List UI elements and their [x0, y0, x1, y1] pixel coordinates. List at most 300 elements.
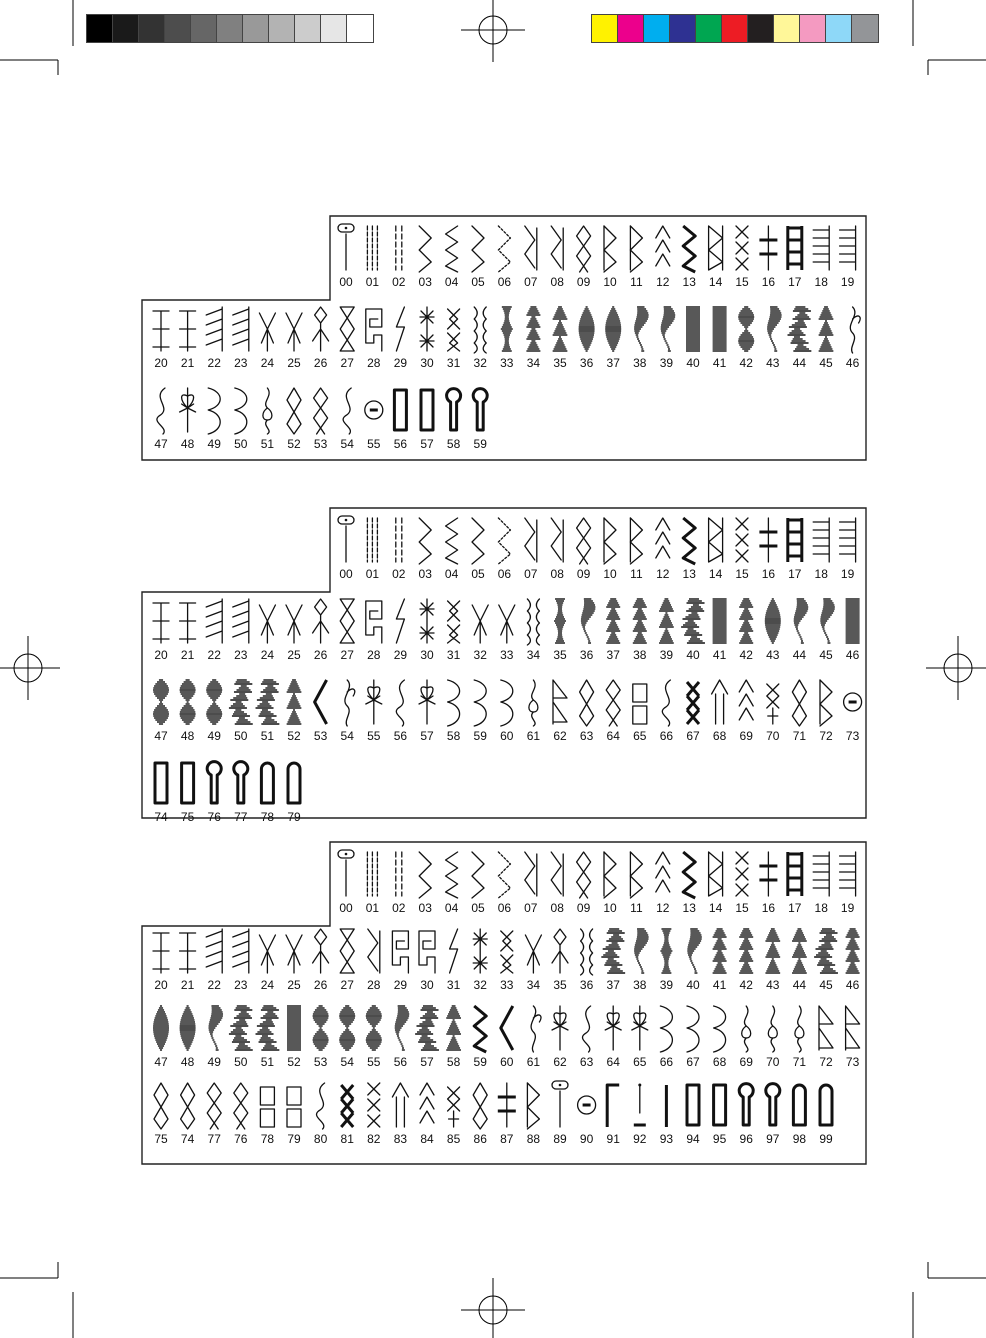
stitch-row [154, 388, 487, 451]
stitch-pattern [314, 1083, 328, 1146]
stitch-number: 15 [735, 901, 749, 915]
circle-minus-icon [578, 1096, 596, 1114]
stitch-pattern [420, 1083, 434, 1146]
stitch-number: 43 [766, 356, 780, 370]
stitch-number: 33 [500, 648, 514, 662]
stitch-pattern [660, 307, 676, 370]
scallop-icon [448, 680, 460, 726]
stitch-number: 36 [579, 978, 594, 992]
stitch-number: 34 [526, 648, 541, 662]
zigzag-open-icon [525, 518, 537, 562]
stitch-number: 35 [553, 648, 567, 662]
satin-block-icon [846, 599, 860, 643]
triangle-icon [846, 1006, 860, 1050]
stitch-number: 46 [845, 648, 860, 662]
stitch-pattern [759, 226, 777, 289]
stitch-pattern [713, 1006, 727, 1069]
stitch-pattern [415, 1006, 439, 1069]
stitch-pattern [759, 852, 777, 915]
stitch-pattern [792, 680, 806, 743]
stitch-number: 17 [788, 901, 802, 915]
stitch-number: 09 [576, 901, 591, 915]
satin-arrow-icon [765, 929, 780, 973]
stitch-pattern [603, 852, 617, 915]
stitch-number: 86 [473, 1132, 487, 1146]
stitch-pattern [366, 226, 380, 289]
stitch-number: 89 [553, 1132, 567, 1146]
scallop-icon [714, 1006, 726, 1052]
cross-bold-icon [687, 682, 699, 724]
stitch-pattern [500, 931, 514, 992]
bar-cross-icon [759, 518, 777, 562]
diamond-column-icon [577, 518, 591, 564]
ladder-icon [788, 226, 802, 270]
wavy-column-icon [527, 599, 539, 645]
satin-zig-icon [814, 929, 838, 973]
stitch-pattern [524, 852, 538, 915]
stitch-number: 72 [819, 729, 833, 743]
stitch-pattern [846, 1006, 860, 1069]
stitch-number: 55 [367, 437, 381, 451]
vine-icon [345, 680, 355, 726]
stitch-number: 04 [444, 567, 459, 581]
stitch-pattern [234, 762, 248, 824]
stitch-number: 60 [500, 729, 514, 743]
bar-cross-icon [759, 852, 777, 896]
zigzag-bar-icon [630, 226, 642, 272]
knot-icon [767, 684, 779, 724]
stitch-pattern [813, 518, 829, 581]
star-column-icon [420, 599, 434, 643]
stitch-pattern [394, 680, 408, 743]
zigzag-icon [419, 518, 431, 564]
e-comb-icon [153, 603, 169, 643]
bh-keyhole-icon [766, 1084, 780, 1125]
stitch-number: 06 [497, 901, 512, 915]
zigzag-dotted-icon [498, 226, 510, 272]
stitch-number: 25 [287, 648, 301, 662]
satin-wave-icon [634, 929, 649, 973]
satin-oval-icon [738, 307, 754, 351]
stitch-pattern [788, 852, 802, 915]
v-branch-icon [259, 935, 275, 973]
stitch-number: 64 [606, 729, 620, 743]
stitch-number: 45 [819, 356, 833, 370]
stitch-number: 40 [686, 356, 700, 370]
stitch-number: 22 [207, 648, 221, 662]
satin-arrow-icon [792, 929, 807, 973]
stitch-number: 54 [340, 729, 354, 743]
stitch-pattern [153, 603, 169, 662]
stitch-number: 47 [154, 437, 168, 451]
wavy-column-icon [581, 929, 593, 975]
stitch-pattern [633, 307, 649, 370]
stitch-row [338, 850, 856, 915]
stitch-number: 41 [712, 356, 727, 370]
stitch-number: 39 [659, 648, 674, 662]
stitch-number: 58 [446, 729, 461, 743]
stitch-number: 63 [579, 1055, 594, 1069]
stitch-pattern [313, 599, 329, 662]
satin-oval-icon [206, 680, 222, 724]
stitch-row [153, 1006, 860, 1069]
stitch-pattern [633, 1084, 647, 1147]
stitch-number: 39 [659, 356, 674, 370]
star-column-icon [473, 929, 487, 973]
stitch-pattern [180, 603, 196, 662]
zigzag-icon [419, 852, 431, 898]
stitch-number: 07 [524, 567, 538, 581]
slant-comb-icon [233, 599, 249, 643]
stitch-pattern [445, 226, 459, 289]
satin-arrow-icon [446, 1006, 461, 1050]
stitch-number: 22 [207, 356, 221, 370]
stitch-number: 77 [207, 1132, 221, 1146]
diamond-column-icon [606, 680, 620, 726]
stitch-pattern [233, 929, 249, 992]
bh-round-icon [288, 763, 300, 803]
stitch-number: 40 [686, 978, 700, 992]
stitch-number: 10 [603, 567, 617, 581]
stitch-pattern [577, 852, 591, 915]
ladder-zigzag-icon [709, 852, 723, 896]
stitch-number: 84 [420, 1132, 434, 1146]
scallop-icon [687, 1006, 699, 1052]
stitch-pattern [759, 518, 777, 581]
stitch-number: 42 [739, 648, 753, 662]
stitch-number: 38 [633, 356, 647, 370]
stitch-number: 26 [313, 356, 328, 370]
box-column-icon [287, 1087, 301, 1127]
stitch-chart-2 [142, 508, 866, 824]
stitch-pattern [709, 226, 723, 289]
stitch-pattern [394, 390, 408, 451]
stitch-number: 04 [444, 901, 459, 915]
stitch-number: 20 [154, 978, 168, 992]
grayscale-swatch [191, 15, 217, 42]
stitch-number: 54 [340, 437, 354, 451]
stitch-number: 88 [526, 1132, 541, 1146]
stitch-pattern [630, 518, 643, 581]
stitch-pattern [553, 680, 567, 743]
stitch-pattern [605, 307, 621, 370]
stitch-pattern [419, 518, 433, 581]
stitch-number: 59 [473, 729, 487, 743]
zigzag-bold-icon [474, 1006, 486, 1052]
stitch-number: 30 [420, 978, 434, 992]
stitch-number: 56 [393, 437, 408, 451]
v-branch-icon [286, 605, 302, 643]
stitch-pattern [840, 852, 856, 915]
flower-icon [366, 680, 382, 724]
flower-icon [552, 1006, 568, 1050]
satin-oval-icon [339, 1006, 355, 1050]
tulip-icon [263, 388, 272, 434]
stitch-pattern [206, 680, 222, 743]
diamond-link-icon [154, 1083, 168, 1129]
corner-dot-icon [634, 1084, 646, 1126]
greek-key-icon [392, 931, 408, 973]
stitch-pattern [577, 518, 591, 581]
stitch-number: 45 [819, 978, 833, 992]
stitch-number: 83 [393, 1132, 408, 1146]
stitch-pattern [660, 680, 674, 743]
stitch-number: 60 [500, 1055, 514, 1069]
cross-stitch-icon [368, 1083, 380, 1127]
stitch-pattern [630, 226, 643, 289]
stitch-number: 06 [497, 275, 512, 289]
satin-diamond-icon [765, 599, 781, 643]
stitch-pattern [788, 307, 812, 370]
stitch-pattern [313, 307, 329, 370]
slant-comb-icon [233, 307, 249, 351]
wavy-column-icon [474, 307, 486, 353]
stitch-pattern [840, 518, 856, 581]
stitch-number: 70 [766, 1055, 780, 1069]
stitch-pattern [419, 852, 433, 915]
zigzag-open-icon [551, 226, 563, 270]
stitch-pattern [633, 599, 647, 662]
chart-frame [142, 216, 866, 460]
flower-icon [605, 1006, 621, 1050]
stitch-pattern [793, 599, 809, 662]
stitch-pattern [551, 518, 565, 581]
stitch-pattern [180, 680, 196, 743]
scallop-icon [660, 1006, 672, 1052]
stitch-pattern [229, 680, 253, 743]
stitch-pattern [577, 226, 591, 289]
stitch-pattern [154, 1083, 168, 1146]
circle-minus-icon [365, 401, 383, 419]
stitch-number: 71 [792, 1055, 807, 1069]
stitch-number: 19 [840, 901, 855, 915]
stitch-chart-3 [142, 842, 866, 1164]
stitch-number: 16 [761, 567, 776, 581]
stitch-pattern [206, 307, 222, 370]
stitch-pattern [765, 929, 780, 992]
bh-keyhole-icon [447, 389, 461, 430]
stitch-number: 70 [766, 729, 780, 743]
vine-icon [850, 307, 860, 353]
stitch-row [154, 762, 301, 824]
stitch-pattern [766, 1006, 780, 1069]
stitch-pattern [208, 388, 222, 451]
stitch-number: 08 [550, 567, 564, 581]
stitch-pattern [630, 852, 643, 915]
stitch-number: 47 [154, 1055, 168, 1069]
stitch-number: 23 [234, 356, 248, 370]
stitch-pattern [366, 309, 382, 370]
satin-arrow-icon [287, 680, 302, 724]
stitch-pattern [740, 1006, 754, 1069]
zigzag-bar-icon [604, 518, 616, 564]
stitch-number: 44 [792, 978, 807, 992]
diamond-link-icon [287, 388, 301, 434]
hourglass-icon [340, 307, 354, 351]
stitch-pattern [580, 680, 594, 743]
stitch-pattern [256, 1006, 280, 1069]
stitch-number: 68 [712, 1055, 727, 1069]
satin-block-icon [713, 599, 727, 643]
stitch-number: 12 [656, 567, 670, 581]
chevron-up-icon [739, 680, 753, 720]
stitch-number: 59 [473, 1055, 487, 1069]
zigzag-icon [472, 226, 484, 272]
stitch-pattern [606, 680, 620, 743]
zigzag-bar-icon [820, 680, 832, 726]
chevron-bold-icon [501, 1006, 513, 1050]
y-branch-icon [552, 929, 568, 973]
flower-icon [632, 1006, 648, 1050]
stitch-pattern [181, 1083, 195, 1146]
stitch-pattern [498, 852, 512, 915]
grayscale-swatch [295, 15, 321, 42]
stitch-number: 58 [446, 1055, 461, 1069]
stitch-pattern [500, 680, 514, 743]
stitch-number: 27 [340, 978, 354, 992]
stitch-pattern [813, 226, 829, 289]
stitch-number: 35 [553, 978, 567, 992]
stitch-number: 34 [526, 356, 541, 370]
stitch-number: 74 [154, 810, 168, 824]
stitch-pattern [552, 929, 568, 992]
stitch-number: 65 [633, 1055, 647, 1069]
stitch-pattern [551, 226, 565, 289]
bh-rect-icon [182, 763, 194, 803]
hourglass-icon [340, 599, 354, 643]
stitch-number: 90 [579, 1132, 594, 1146]
color-swatch [670, 15, 696, 42]
stitch-number: 25 [287, 356, 301, 370]
stitch-number: 28 [367, 356, 381, 370]
stitch-number: 71 [792, 729, 807, 743]
slant-comb-icon [206, 307, 222, 351]
stitch-pattern [233, 599, 249, 662]
stitch-number: 19 [840, 567, 855, 581]
stitch-pattern [686, 682, 700, 743]
stitch-pattern [471, 852, 485, 915]
stitch-pattern [233, 307, 249, 370]
stitch-pattern [260, 1087, 274, 1146]
stitch-pattern [420, 390, 434, 451]
tulip-icon [529, 680, 538, 726]
stitch-pattern [341, 680, 355, 743]
satin-zig-icon [229, 680, 253, 724]
satin-zig-icon [229, 1006, 253, 1050]
bh-rect-icon [714, 1085, 726, 1125]
stitch-pattern [473, 1083, 487, 1146]
stitch-pattern [394, 307, 408, 370]
diamond-column-icon [577, 226, 591, 272]
stitch-number: 99 [819, 1132, 833, 1146]
stitch-number: 78 [260, 1132, 275, 1146]
stitch-pattern [500, 1006, 514, 1069]
tulip-icon [795, 1006, 804, 1052]
stitch-number: 29 [393, 356, 408, 370]
stitch-number: 46 [845, 356, 860, 370]
stitch-number: 52 [287, 1055, 301, 1069]
stitch-number: 78 [260, 810, 275, 824]
stitch-number: 69 [739, 1055, 753, 1069]
serpentine-icon [662, 680, 670, 726]
stitch-number: 37 [606, 978, 620, 992]
stitch-number: 94 [686, 1132, 700, 1146]
stitch-number: 50 [234, 1055, 248, 1069]
stitch-pattern [793, 1085, 807, 1146]
tulip-icon [742, 1006, 751, 1052]
color-swatch [592, 15, 618, 42]
stitch-number: 49 [207, 437, 221, 451]
stitch-chart-1 [142, 216, 866, 460]
stitch-number: 27 [340, 356, 354, 370]
v-branch-icon [472, 605, 488, 643]
stitch-number: 49 [207, 729, 221, 743]
satin-tree-icon [633, 599, 647, 643]
stitch-pattern [419, 680, 435, 743]
stitch-number: 72 [819, 1055, 833, 1069]
satin-wave-icon [687, 929, 702, 973]
stitch-pattern [498, 226, 512, 289]
stitch-pattern [392, 931, 408, 992]
stitch-pattern [601, 929, 625, 992]
comb-icon [840, 226, 856, 270]
stitch-pattern [765, 599, 781, 662]
stitch-pattern [656, 226, 670, 289]
stitch-pattern [474, 1006, 488, 1069]
satin-crescent-icon [660, 929, 672, 973]
satin-block-icon [713, 307, 727, 351]
stitch-pattern [607, 1085, 621, 1146]
stitch-pattern [633, 929, 649, 992]
stitch-pattern [819, 599, 835, 662]
stitch-number: 73 [845, 729, 860, 743]
stitch-number: 46 [845, 978, 860, 992]
stitch-pattern [366, 518, 380, 581]
stitch-number: 09 [576, 567, 591, 581]
stitch-pattern [261, 388, 275, 451]
satin-wave-icon [634, 307, 649, 351]
chevron-up-icon [656, 852, 670, 892]
grayscale-swatch [243, 15, 269, 42]
stitch-pattern [287, 763, 301, 824]
v-branch-icon [259, 313, 275, 351]
stitch-number: 79 [287, 810, 301, 824]
ladder-zigzag-icon [709, 226, 723, 270]
stitch-pattern [713, 929, 727, 992]
stitch-pattern [527, 599, 541, 662]
zigzag-open-icon [551, 518, 563, 562]
slant-comb-icon [206, 599, 222, 643]
zigzag-tight-icon [446, 226, 458, 272]
color-swatch [618, 15, 644, 42]
satin-zig-icon [415, 1006, 439, 1050]
stitch-number: 36 [579, 648, 594, 662]
stitch-number: 62 [553, 729, 567, 743]
star-column-icon [420, 307, 434, 351]
y-branch-icon [313, 307, 329, 351]
stitch-number: 16 [761, 275, 776, 289]
stitch-number: 31 [446, 648, 461, 662]
color-swatch [696, 15, 722, 42]
stitch-pattern [340, 599, 354, 662]
satin-zig-icon [601, 929, 625, 973]
stitch-number: 64 [606, 1055, 620, 1069]
stitch-number: 07 [524, 275, 538, 289]
lightning-icon [450, 929, 458, 973]
stitch-pattern [207, 762, 221, 824]
stitch-pattern [656, 852, 670, 915]
stitch-pattern [392, 226, 406, 289]
